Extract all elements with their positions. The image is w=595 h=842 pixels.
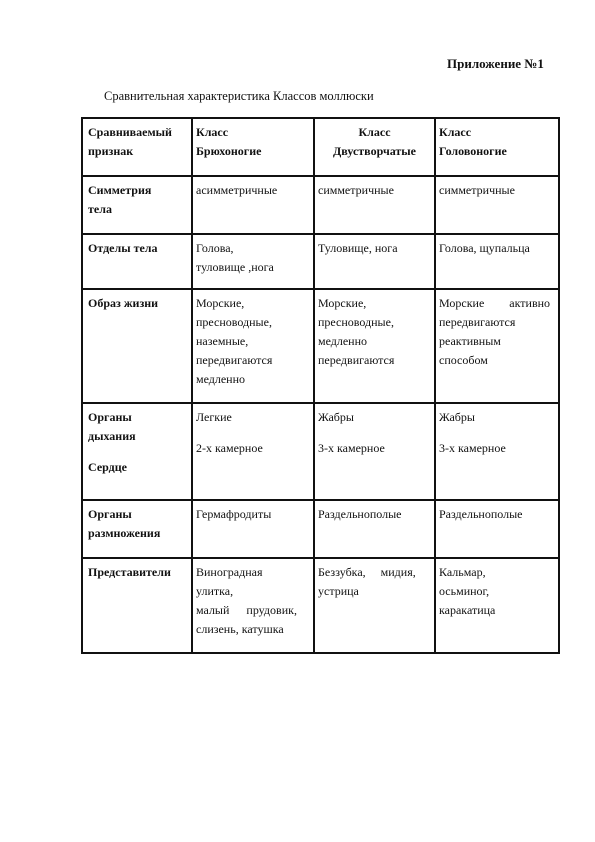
gastropoda-cell: Голова, туловище ,нога — [192, 234, 314, 289]
criterion-cell: Симметрия тела — [82, 176, 192, 234]
table-header-row — [82, 118, 559, 176]
bivalvia-cell: Жабры 3-х камерное — [314, 403, 435, 500]
table-row-symmetry — [82, 176, 559, 234]
bivalvia-cell: Беззубка, мидия, устрица — [314, 558, 435, 653]
bivalvia-cell: Раздельнополые — [314, 500, 435, 558]
appendix-label: Приложение №1 — [447, 56, 544, 71]
bivalvia-cell: Морские, пресноводные, медленно передвигаются — [314, 289, 435, 403]
table-row-body-parts — [82, 234, 559, 289]
cephalopoda-cell: Кальмар, осьминог, каракатица — [435, 558, 559, 653]
header-gastropoda: Класс Брюхоногие — [192, 118, 314, 176]
criterion-cell: Органы дыхания Сердце — [82, 403, 192, 500]
cephalopoda-cell: симметричные — [435, 176, 559, 234]
header-criterion: Сравниваемый признак — [82, 118, 192, 176]
table-row-representatives — [82, 558, 559, 653]
criterion-cell: Образ жизни — [82, 289, 192, 403]
gastropoda-cell: асимметричные — [192, 176, 314, 234]
document-title: Сравнительная характеристика Классов моллюски — [104, 89, 374, 103]
criterion-cell: Органы размножения — [82, 500, 192, 558]
comparison-table — [81, 117, 560, 654]
bivalvia-cell: Туловище, нога — [314, 234, 435, 289]
header-cephalopoda: Класс Головоногие — [435, 118, 559, 176]
cephalopoda-cell: Морские активно передвигаются реактивным способом — [435, 289, 559, 403]
cephalopoda-cell: Раздельнополые — [435, 500, 559, 558]
table-row-reproduction — [82, 500, 559, 558]
cephalopoda-cell: Голова, щупальца — [435, 234, 559, 289]
header-bivalvia: Класс Двустворчатые — [314, 118, 435, 176]
gastropoda-cell: Гермафродиты — [192, 500, 314, 558]
gastropoda-cell: Виноградная улитка, малый прудовик, слизень, катушка — [192, 558, 314, 653]
criterion-cell: Представители — [82, 558, 192, 653]
criterion-cell: Отделы тела — [82, 234, 192, 289]
gastropoda-cell: Легкие 2-х камерное — [192, 403, 314, 500]
table-row-breathing-heart — [82, 403, 559, 500]
table-row-lifestyle — [82, 289, 559, 403]
gastropoda-cell: Морские, пресноводные, наземные, передвигаются медленно — [192, 289, 314, 403]
cephalopoda-cell: Жабры 3-х камерное — [435, 403, 559, 500]
bivalvia-cell: симметричные — [314, 176, 435, 234]
